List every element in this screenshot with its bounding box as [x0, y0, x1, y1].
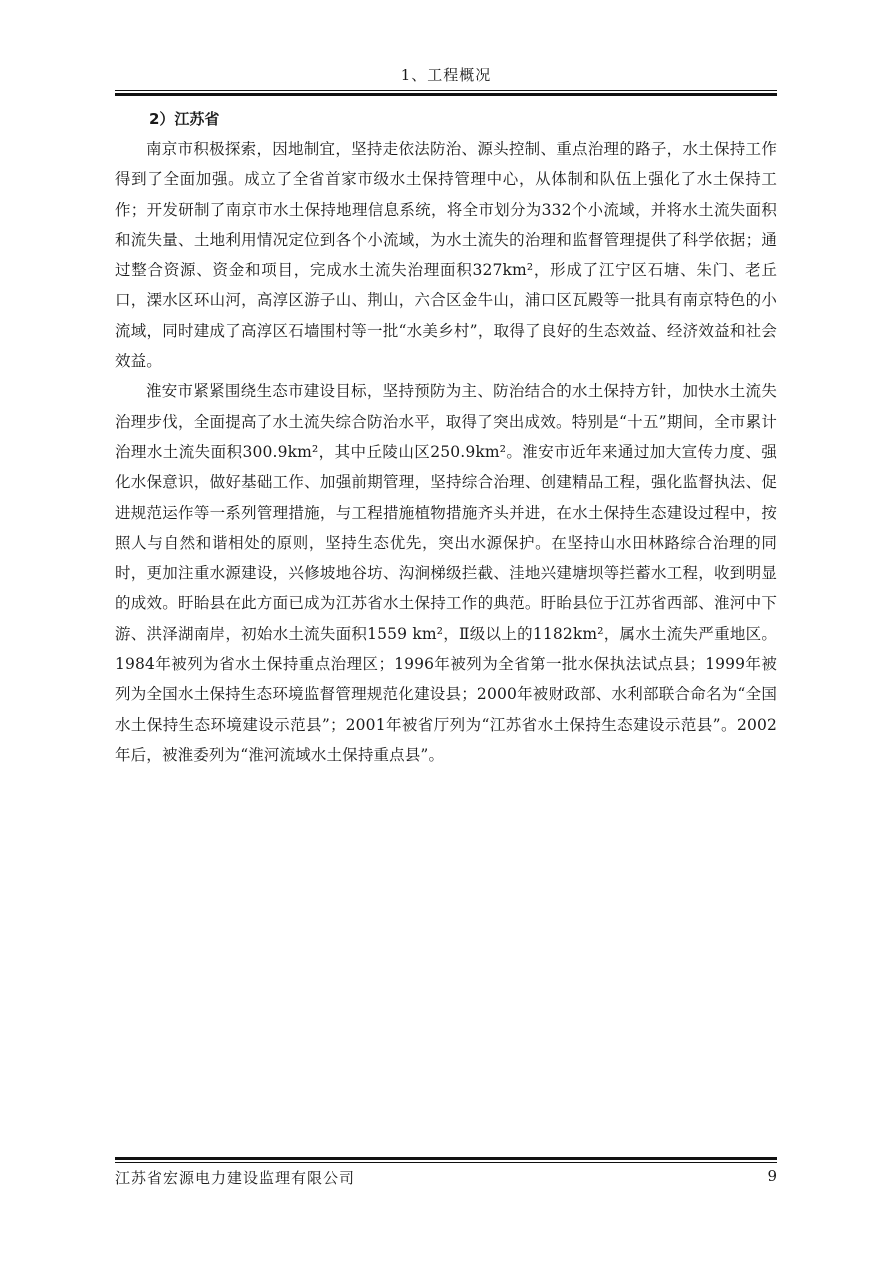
header-title: 1、工程概况 [400, 66, 492, 84]
header-rule-thin [115, 90, 777, 91]
footer-company-name: 江苏省宏源电力建设监理有限公司 [115, 1169, 356, 1187]
page-number: 9 [767, 1167, 777, 1185]
section-heading: 2）江苏省 [149, 110, 220, 128]
footer-rule-thin [115, 1162, 777, 1163]
paragraph-nanjing: 南京市积极探索，因地制宜，坚持走依法防治、源头控制、重点治理的路子，水土保持工作得到了全面加强。成立了全省首家市级水土保持管理中心，从体制和队伍上强化了水土保持工作；开发研制了南京市水土保持地理信息系统，将全市划分为332个小流域，并将水土流失面积和流失量、土地利用情况定位到各个小流域，为水土流失的治理和监督管理提供了科学依据；通过整合资源、资金和项目，完成水土流失治理面积327km²，形成了江宁区石塘、朱门、老丘口，溧水区环山河，高淳区游子山、荆山，六合区金牛山，浦口区瓦殿等一批具有南京特色的小流域，同时建成了高淳区石墙围村等一批“水美乡村”，取得了良好的生态效益、经济效益和社会效益。 [115, 140, 777, 371]
header-rule-thick [115, 93, 777, 96]
footer-rule-thick [115, 1157, 777, 1160]
paragraph-huaian: 淮安市紧紧围绕生态市建设目标，坚持预防为主、防治结合的水土保持方针，加快水土流失治理步伐，全面提高了水土流失综合防治水平，取得了突出成效。特别是“十五”期间，全市累计治理水土流失面积300.9km²，其中丘陵山区250.9km²。淮安市近年来通过加大宣传力度、强化水保意识，做好基础工作、加强前期管理，坚持综合治理、创建精品工程，强化监督执法、促进规范运作等一系列管理措施，与工程措施植物措施齐头并进，在水土保持生态建设过程中，按照人与自然和谐相处的原则，坚持生态优先，突出水源保护。在坚持山水田林路综合治理的同时，更加注重水源建设，兴修坡地谷坊、沟涧梯级拦截、洼地兴建塘坝等拦蓄水工程，收到明显的成效。盱眙县在此方面已成为江苏省水土保持工作的典范。盱眙县位于江苏省西部、淮河中下游、洪泽湖南岸，初始水土流失面积1559 km²，Ⅱ级以上的1182km²，属水土流失严重地区。1984年被列为省水土保持重点治理区；1996年被列为全省第一批水保执法试点县；1999年被列为全国水土保持生态环境监督管理规范化建设县；2000年被财政部、水利部联合命名为“全国水土保持生态环境建设示范县”；2001年被省厅列为“江苏省水土保持生态建设示范县”。2002年后，被淮委列为“淮河流域水土保持重点县”。 [115, 382, 777, 764]
section-body [115, 104, 777, 770]
